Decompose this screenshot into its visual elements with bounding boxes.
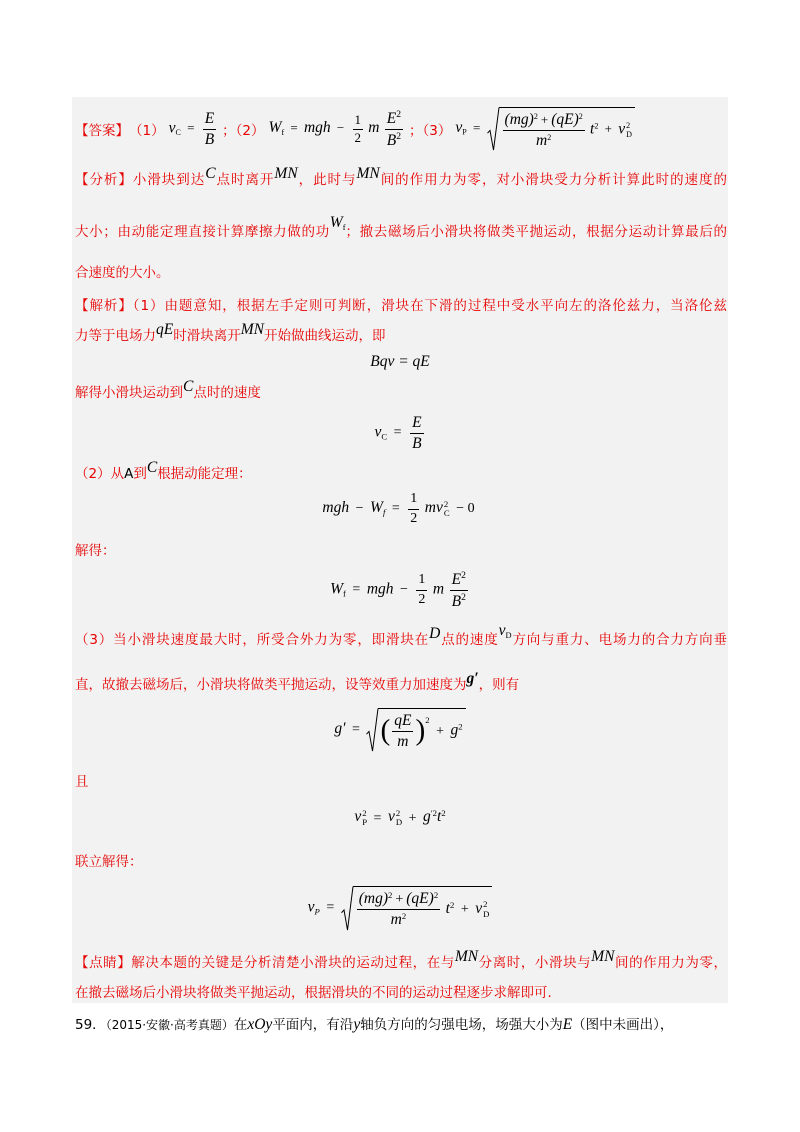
answer-wf-formula bbox=[269, 109, 405, 149]
math-v: v bbox=[498, 622, 506, 639]
math-fraction bbox=[385, 109, 403, 149]
math-radicand bbox=[499, 107, 635, 151]
math-sup: 2 bbox=[396, 108, 401, 120]
text-segment: 方向与重力、电场力的合力方向垂 bbox=[511, 632, 727, 648]
math-qe: (qE) bbox=[406, 889, 434, 907]
math-sup: 2 bbox=[578, 112, 583, 122]
math-equation: Bqv = qE bbox=[370, 353, 430, 370]
answer-line bbox=[75, 97, 639, 161]
math-sup: 2 bbox=[425, 715, 430, 726]
text-segment: 大小；由动能定理直接计算摩擦力做的功 bbox=[75, 224, 330, 240]
math-plus: + bbox=[436, 723, 444, 739]
math-m: m bbox=[424, 499, 436, 517]
math-m: m bbox=[368, 118, 380, 136]
math-sup: 2 bbox=[547, 133, 552, 143]
math-g-prime: g′ bbox=[334, 720, 346, 738]
math-sup: 2 bbox=[396, 130, 401, 142]
math-fraction bbox=[357, 890, 440, 930]
math-d: D bbox=[429, 625, 441, 642]
math-sub: D bbox=[505, 630, 512, 640]
math-b: B bbox=[451, 592, 462, 610]
math-half bbox=[408, 491, 419, 526]
answer-part3-label: ；（3） bbox=[408, 123, 452, 139]
math-sup: 2 bbox=[533, 112, 538, 122]
answer-part2-label: ；（2） bbox=[222, 123, 265, 139]
math-denominator: 2 bbox=[418, 591, 426, 607]
math-sub: C bbox=[175, 127, 181, 137]
text-segment: 到 bbox=[133, 466, 147, 482]
solution-line-9 bbox=[75, 852, 727, 872]
math-qe: qE bbox=[156, 321, 174, 338]
math-radicand bbox=[353, 886, 493, 931]
math-sub: D bbox=[483, 908, 490, 919]
math-numerator: qE bbox=[392, 712, 413, 732]
text-segment: （图中未画出）， bbox=[572, 1017, 674, 1033]
math-eq: = bbox=[326, 900, 335, 916]
math-c: C bbox=[183, 378, 194, 395]
analysis-line-1 bbox=[75, 165, 727, 190]
radical-sign-icon bbox=[341, 886, 353, 931]
math-sup: 2 bbox=[594, 121, 599, 131]
math-fraction bbox=[503, 111, 585, 150]
text-segment: 轴负方向的匀强电场，场强大小为 bbox=[360, 1017, 563, 1033]
solution-line-8 bbox=[75, 772, 727, 792]
question-source: （2015·安徽·高考真题） bbox=[105, 1018, 234, 1032]
text-segment: （2）从 bbox=[75, 466, 125, 482]
math-equation bbox=[374, 414, 425, 453]
math-denominator: m bbox=[397, 733, 409, 750]
math-t: t bbox=[445, 899, 450, 917]
math-sup: 2 bbox=[395, 808, 401, 819]
math-eq: = bbox=[290, 119, 298, 135]
text-segment: 间的作用力为零，对小滑块受力分析计算此时的速度的 bbox=[379, 172, 727, 188]
math-minus: − bbox=[400, 582, 408, 598]
math-sqrt bbox=[366, 708, 465, 752]
math-c: C bbox=[205, 165, 216, 182]
formula-vc bbox=[72, 411, 728, 455]
text-segment: 平面内，有沿 bbox=[272, 1017, 354, 1033]
analysis-line-2 bbox=[75, 214, 728, 242]
answer-vp-formula bbox=[455, 107, 635, 151]
answer-label: 【答案】 bbox=[75, 123, 129, 139]
text-segment: 根据动能定理： bbox=[157, 466, 252, 482]
radical-sign-icon bbox=[487, 107, 499, 151]
text-segment: 在 bbox=[233, 1017, 248, 1033]
math-eq: = bbox=[391, 501, 400, 517]
math-denominator bbox=[450, 591, 468, 611]
math-fraction bbox=[203, 110, 216, 149]
math-supsub bbox=[444, 500, 450, 518]
math-v: v bbox=[387, 808, 395, 826]
math-mn: MN bbox=[240, 321, 264, 338]
text-segment: 时滑块离开 bbox=[173, 328, 241, 344]
math-w: W bbox=[370, 499, 383, 517]
math-plus: + bbox=[604, 121, 612, 137]
text-segment: 分离时，小滑块与 bbox=[478, 955, 592, 971]
math-v: v bbox=[307, 898, 315, 916]
math-numerator bbox=[450, 570, 468, 591]
math-t: t bbox=[590, 120, 595, 138]
math-denominator bbox=[385, 130, 403, 150]
math-v: v bbox=[618, 120, 626, 138]
math-eq: = bbox=[472, 119, 481, 135]
math-v: v bbox=[354, 808, 362, 826]
math-sqrt bbox=[487, 107, 635, 151]
solution-line-1 bbox=[75, 296, 727, 316]
math-mgh: mgh bbox=[322, 499, 350, 517]
math-sub: C bbox=[381, 431, 388, 442]
math-e: E bbox=[386, 109, 397, 127]
answer-vc-formula bbox=[169, 110, 219, 149]
math-equation bbox=[322, 491, 477, 526]
math-xoy: xOy bbox=[247, 1016, 273, 1033]
text-segment: 在撤去磁场后小滑块将做类平抛运动，根据滑块的不同的运动过程逐步求解即可. bbox=[75, 985, 552, 1001]
math-half bbox=[416, 572, 427, 607]
math-tail: − 0 bbox=[456, 501, 475, 517]
math-v: v bbox=[455, 118, 463, 136]
text-segment: 力等于电场力 bbox=[75, 328, 156, 344]
note-line-2 bbox=[75, 983, 727, 1003]
math-sub: D bbox=[626, 129, 632, 139]
text-segment: ，此时与 bbox=[297, 172, 357, 188]
math-right-paren: ) bbox=[415, 714, 426, 747]
math-v: v bbox=[475, 899, 483, 917]
text-segment: 【解析】（1）由题意知，根据左手定则可判断，滑块在下滑的过程中受水平向左的洛伦兹力，当洛伦兹 bbox=[75, 298, 727, 314]
solution-line-7 bbox=[75, 670, 727, 695]
solution-line-6 bbox=[75, 622, 727, 650]
math-fraction bbox=[392, 712, 413, 751]
math-numerator bbox=[503, 111, 585, 131]
math-v: v bbox=[435, 499, 443, 517]
math-sub: P bbox=[462, 127, 467, 137]
math-half bbox=[353, 113, 364, 146]
math-sup: 2 bbox=[626, 121, 631, 131]
math-fraction bbox=[410, 414, 423, 453]
math-plus: + bbox=[460, 901, 469, 917]
math-mg: (mg) bbox=[358, 889, 389, 907]
text-segment: 开始做曲线运动，即 bbox=[263, 328, 386, 344]
math-g-prime: g′ bbox=[466, 670, 479, 687]
math-sup: 2 bbox=[461, 569, 466, 581]
math-sup: 2 bbox=[433, 889, 439, 900]
math-w: W bbox=[330, 580, 344, 598]
math-vd bbox=[499, 623, 512, 639]
text-segment: 联立解得： bbox=[75, 854, 143, 870]
solution-line-2 bbox=[75, 321, 727, 346]
math-g: g bbox=[450, 721, 459, 739]
math-w: W bbox=[329, 214, 343, 231]
math-plus: + bbox=[540, 112, 549, 128]
math-minus: − bbox=[355, 501, 364, 517]
math-mgh: mgh bbox=[303, 118, 331, 136]
math-eq: = bbox=[187, 119, 195, 135]
math-denominator: 2 bbox=[410, 510, 418, 526]
math-mn: MN bbox=[454, 948, 479, 965]
math-sqrt bbox=[341, 886, 493, 931]
math-denominator: B bbox=[412, 434, 422, 452]
math-m: m bbox=[536, 132, 548, 149]
math-fraction bbox=[450, 570, 468, 610]
math-e: E bbox=[562, 1016, 573, 1033]
formula-wf bbox=[72, 568, 728, 612]
math-denominator: B bbox=[204, 130, 215, 148]
math-sub: D bbox=[395, 817, 403, 828]
math-numerator: 1 bbox=[408, 491, 419, 509]
math-numerator: E bbox=[203, 110, 216, 130]
question-number: 59． bbox=[75, 1017, 106, 1033]
math-sub: f bbox=[343, 588, 346, 599]
math-equation bbox=[308, 886, 493, 931]
math-c: C bbox=[146, 459, 158, 476]
math-qe: (qE) bbox=[551, 111, 579, 129]
math-g: g bbox=[423, 808, 431, 826]
math-wf bbox=[330, 215, 346, 231]
math-eq: = bbox=[373, 810, 382, 826]
solution-line-5 bbox=[75, 541, 727, 561]
math-numerator: E bbox=[410, 414, 423, 434]
text-segment: 点的速度 bbox=[440, 632, 499, 648]
math-b: B bbox=[386, 131, 397, 149]
answer-part1-label: （1） bbox=[129, 123, 165, 139]
math-sup: 2 bbox=[362, 808, 367, 819]
math-sup: 2 bbox=[449, 899, 455, 910]
text-segment: ，则有 bbox=[478, 677, 520, 693]
text-segment: 合速度的大小。 bbox=[75, 265, 170, 281]
formula-bqv-qe bbox=[72, 352, 728, 372]
math-left-paren: ( bbox=[380, 714, 391, 747]
math-w: W bbox=[268, 118, 282, 136]
math-sub: f bbox=[281, 127, 285, 137]
math-mn: MN bbox=[591, 948, 615, 965]
text-segment: 点时离开 bbox=[215, 172, 275, 188]
math-supsub bbox=[396, 809, 402, 827]
math-e: E bbox=[451, 570, 462, 588]
formula-g-prime bbox=[72, 702, 728, 758]
math-eq: = bbox=[352, 722, 360, 738]
formula-vp-squared bbox=[72, 803, 728, 833]
question-59-line bbox=[75, 1015, 727, 1035]
math-sub: P bbox=[314, 906, 320, 917]
point-a-label: A bbox=[124, 466, 134, 482]
text-segment: 直，故撤去磁场后，小滑块将做类平抛运动，设等效重力加速度为 bbox=[75, 677, 467, 693]
math-equation bbox=[334, 708, 465, 752]
math-plus: + bbox=[408, 810, 417, 826]
math-eq: = bbox=[352, 582, 361, 598]
formula-vp bbox=[72, 880, 728, 936]
math-v: v bbox=[168, 118, 176, 136]
math-v: v bbox=[374, 423, 382, 441]
math-t: t bbox=[437, 808, 442, 826]
math-sub: f bbox=[382, 507, 386, 518]
math-sup: 2 bbox=[401, 911, 407, 921]
text-segment: （3）当小滑块速度最大时，所受合外力为零，即滑块在 bbox=[75, 632, 430, 648]
math-eq: = bbox=[393, 425, 402, 441]
math-equation bbox=[330, 570, 470, 610]
text-segment: 且 bbox=[75, 774, 89, 790]
math-sup: 2 bbox=[458, 721, 463, 732]
math-y: y bbox=[353, 1016, 361, 1033]
math-sup: 2 bbox=[441, 808, 446, 819]
math-mgh: mgh bbox=[366, 580, 394, 598]
math-sup: 2 bbox=[483, 899, 488, 910]
math-numerator: 1 bbox=[353, 113, 364, 130]
math-denominator: 2 bbox=[354, 129, 362, 145]
formula-work-energy bbox=[72, 489, 728, 529]
analysis-line-3 bbox=[75, 263, 727, 283]
math-m: m bbox=[432, 580, 445, 598]
math-sup: 2 bbox=[461, 591, 466, 603]
math-denominator bbox=[534, 131, 553, 150]
math-numerator: 1 bbox=[416, 572, 427, 590]
math-supsub bbox=[626, 122, 632, 139]
math-plus: + bbox=[395, 891, 404, 907]
math-sub: C bbox=[443, 508, 450, 518]
math-denominator bbox=[389, 910, 409, 929]
math-minus: − bbox=[336, 119, 345, 135]
radical-sign-icon bbox=[366, 708, 378, 752]
math-numerator bbox=[357, 890, 440, 910]
solution-line-3 bbox=[75, 378, 727, 403]
math-numerator bbox=[385, 109, 403, 130]
note-line-1 bbox=[75, 948, 728, 973]
math-supsub bbox=[483, 900, 489, 918]
text-segment: 【分析】小滑块到达 bbox=[75, 172, 206, 188]
math-sup: 2 bbox=[443, 498, 449, 509]
text-segment: 解得小滑块运动到 bbox=[75, 385, 183, 401]
math-mg: (mg) bbox=[504, 111, 534, 129]
text-segment: 解得： bbox=[75, 543, 116, 559]
math-m: m bbox=[390, 911, 402, 929]
math-sub: f bbox=[342, 222, 346, 232]
text-segment: 点时的速度 bbox=[193, 385, 261, 401]
math-mn: MN bbox=[274, 165, 298, 182]
math-equation bbox=[354, 808, 445, 827]
math-sup: 2 bbox=[388, 889, 393, 900]
math-mn: MN bbox=[356, 165, 380, 182]
text-segment: 【点睛】解决本题的关键是分析清楚小滑块的运动过程，在与 bbox=[75, 955, 455, 971]
text-segment: 间的作用力为零， bbox=[614, 955, 728, 971]
math-supsub bbox=[362, 809, 367, 827]
text-segment: ；撤去磁场后小滑块将做类平抛运动，根据分运动计算最后的 bbox=[345, 224, 728, 240]
math-sub: P bbox=[362, 817, 368, 828]
math-radicand bbox=[378, 708, 465, 752]
solution-line-4 bbox=[75, 459, 727, 484]
math-sup: ′2 bbox=[430, 808, 437, 819]
